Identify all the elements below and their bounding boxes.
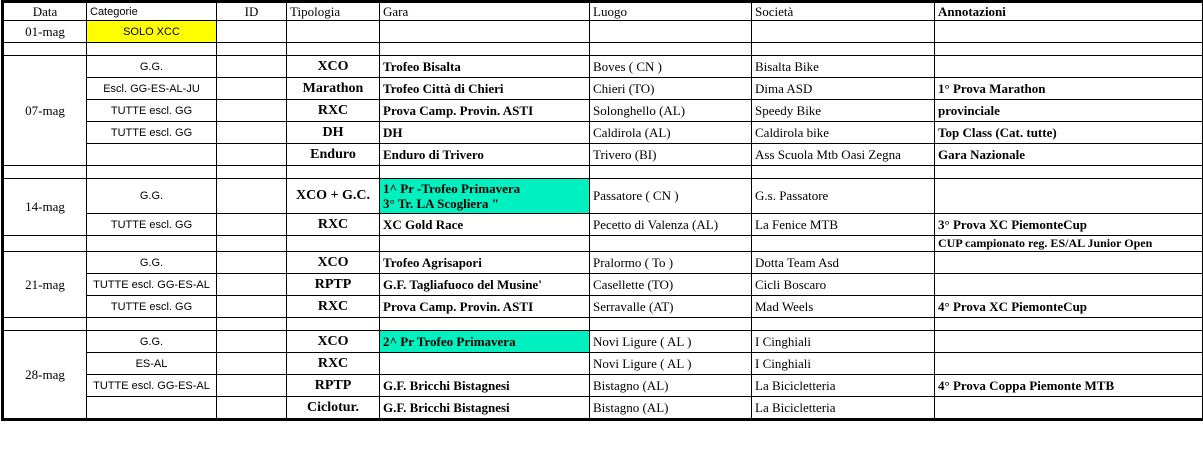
gara-cell: XC Gold Race (380, 214, 590, 236)
societa-cell: I Cinghiali (752, 331, 935, 353)
categoria-cell: TUTTE escl. GG (87, 100, 217, 122)
tipologia-cell: XCO (287, 252, 380, 274)
table-row (3, 78, 1203, 100)
table-row (3, 144, 1203, 166)
societa-cell: La Bicicletteria (752, 375, 935, 397)
societa-cell: I Cinghiali (752, 353, 935, 375)
gara-cell: Trofeo Città di Chieri (380, 78, 590, 100)
header-id: ID (217, 2, 287, 21)
header-row (3, 2, 1203, 21)
table-row (3, 179, 1203, 214)
header-tipologia: Tipologia (287, 2, 380, 21)
gara-line-1: 1^ Pr -Trofeo Primavera (383, 181, 521, 196)
categoria-cell: TUTTE escl. GG-ES-AL (87, 375, 217, 397)
luogo-cell: Caldirola (AL) (590, 122, 752, 144)
date-cell: 21-mag (3, 252, 87, 318)
luogo-cell: Bistagno (AL) (590, 397, 752, 420)
categoria-cell: TUTTE escl. GG (87, 122, 217, 144)
luogo-cell: Solonghello (AL) (590, 100, 752, 122)
tipologia-cell: RPTP (287, 274, 380, 296)
luogo-cell: Casellette (TO) (590, 274, 752, 296)
luogo-cell: Pralormo ( To ) (590, 252, 752, 274)
table-row (3, 56, 1203, 78)
date-cell: 28-mag (3, 331, 87, 420)
categoria-cell: G.G. (87, 56, 217, 78)
annotazione-cell: CUP campionato reg. ES/AL Junior Open (935, 236, 1203, 252)
gara-cell: G.F. Bricchi Bistagnesi (380, 375, 590, 397)
categoria-cell (87, 397, 217, 420)
header-categorie: Categorie (87, 2, 217, 21)
gara-cell (380, 179, 590, 214)
societa-cell: Caldirola bike (752, 122, 935, 144)
categoria-cell: G.G. (87, 252, 217, 274)
categoria-cell: ES-AL (87, 353, 217, 375)
annotazione-cell: 4° Prova Coppa Piemonte MTB (935, 375, 1203, 397)
luogo-cell: Pecetto di Valenza (AL) (590, 214, 752, 236)
annotazione-cell (935, 331, 1203, 353)
luogo-cell: Trivero (BI) (590, 144, 752, 166)
luogo-cell: Chieri (TO) (590, 78, 752, 100)
tipologia-cell: RXC (287, 353, 380, 375)
societa-cell: Ass Scuola Mtb Oasi Zegna (752, 144, 935, 166)
tipologia-cell: Enduro (287, 144, 380, 166)
table-row (3, 331, 1203, 353)
categoria-cell: G.G. (87, 179, 217, 214)
tipologia-cell: RXC (287, 214, 380, 236)
spacer-row (3, 236, 1203, 252)
societa-cell: La Fenice MTB (752, 214, 935, 236)
annotazione-cell (935, 274, 1203, 296)
tipologia-cell: XCO (287, 331, 380, 353)
table-row (3, 296, 1203, 318)
gara-cell: DH (380, 122, 590, 144)
annotazione-cell: provinciale (935, 100, 1203, 122)
annotazione-cell (935, 252, 1203, 274)
date-cell: 01-mag (3, 21, 87, 43)
categoria-cell: TUTTE escl. GG (87, 296, 217, 318)
gara-cell: G.F. Tagliafuoco del Musine' (380, 274, 590, 296)
table-row (3, 397, 1203, 420)
categoria-cell: TUTTE escl. GG (87, 214, 217, 236)
tipologia-cell: Marathon (287, 78, 380, 100)
societa-cell: Bisalta Bike (752, 56, 935, 78)
societa-cell: G.s. Passatore (752, 179, 935, 214)
gara-line-2: 3° Tr. LA Scogliera " (383, 196, 499, 211)
luogo-cell: Novi Ligure ( AL ) (590, 331, 752, 353)
table-row (3, 252, 1203, 274)
date-cell: 14-mag (3, 179, 87, 236)
table-row (3, 375, 1203, 397)
header-societa: Società (752, 2, 935, 21)
header-annotazioni: Annotazioni (935, 2, 1203, 21)
date-cell: 07-mag (3, 56, 87, 166)
tipologia-cell: RPTP (287, 375, 380, 397)
table-row (3, 214, 1203, 236)
table-row (3, 353, 1203, 375)
spacer-row (3, 166, 1203, 179)
header-data: Data (3, 2, 87, 21)
luogo-cell: Bistagno (AL) (590, 375, 752, 397)
gara-cell: Prova Camp. Provin. ASTI (380, 100, 590, 122)
annotazione-cell (935, 56, 1203, 78)
tipologia-cell: RXC (287, 296, 380, 318)
header-luogo: Luogo (590, 2, 752, 21)
annotazione-cell: 1° Prova Marathon (935, 78, 1203, 100)
annotazione-cell: 4° Prova XC PiemonteCup (935, 296, 1203, 318)
gara-cell: G.F. Bricchi Bistagnesi (380, 397, 590, 420)
annotazione-cell: 3° Prova XC PiemonteCup (935, 214, 1203, 236)
table-row (3, 100, 1203, 122)
luogo-cell: Novi Ligure ( AL ) (590, 353, 752, 375)
luogo-cell: Serravalle (AT) (590, 296, 752, 318)
annotazione-cell (935, 353, 1203, 375)
gara-cell (380, 353, 590, 375)
societa-cell: Dotta Team Asd (752, 252, 935, 274)
gara-cell: Trofeo Agrisapori (380, 252, 590, 274)
tipologia-cell: DH (287, 122, 380, 144)
spacer-row (3, 43, 1203, 56)
gara-cell: Enduro di Trivero (380, 144, 590, 166)
race-calendar-table (1, 0, 1203, 421)
table-row (3, 274, 1203, 296)
solo-xcc-badge: SOLO XCC (87, 21, 217, 43)
tipologia-cell: Ciclotur. (287, 397, 380, 420)
annotazione-cell (935, 397, 1203, 420)
societa-cell: Dima ASD (752, 78, 935, 100)
categoria-cell: Escl. GG-ES-AL-JU (87, 78, 217, 100)
categoria-cell: TUTTE escl. GG-ES-AL (87, 274, 217, 296)
societa-cell: La Bicicletteria (752, 397, 935, 420)
societa-cell: Speedy Bike (752, 100, 935, 122)
categoria-cell: G.G. (87, 331, 217, 353)
societa-cell: Cicli Boscaro (752, 274, 935, 296)
luogo-cell: Boves ( CN ) (590, 56, 752, 78)
gara-cell: Trofeo Bisalta (380, 56, 590, 78)
annotazione-cell (935, 179, 1203, 214)
societa-cell: Mad Weels (752, 296, 935, 318)
header-gara: Gara (380, 2, 590, 21)
tipologia-cell: RXC (287, 100, 380, 122)
gara-cell: Prova Camp. Provin. ASTI (380, 296, 590, 318)
gara-cell: 2^ Pr Trofeo Primavera (380, 331, 590, 353)
annotazione-cell: Top Class (Cat. tutte) (935, 122, 1203, 144)
categoria-cell (87, 144, 217, 166)
tipologia-cell: XCO + G.C. (287, 179, 380, 214)
luogo-cell: Passatore ( CN ) (590, 179, 752, 214)
table-row (3, 122, 1203, 144)
spacer-row (3, 318, 1203, 331)
annotazione-cell: Gara Nazionale (935, 144, 1203, 166)
table-row (3, 21, 1203, 43)
tipologia-cell: XCO (287, 56, 380, 78)
